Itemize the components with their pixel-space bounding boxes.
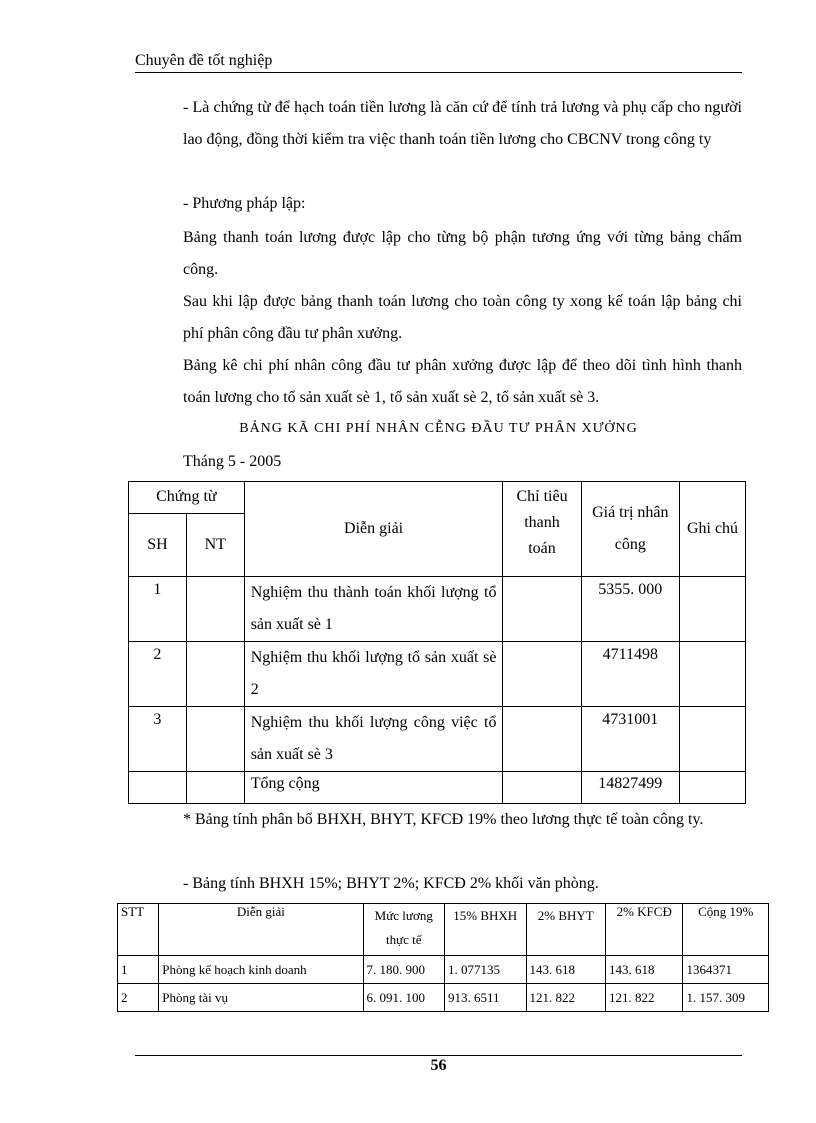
row-muc-luong: 7. 180. 900: [363, 956, 445, 984]
page-header: [135, 50, 742, 73]
header-chung-tu: Chứng từ: [129, 482, 245, 514]
header-nt: NT: [186, 514, 244, 577]
row-kfcd: 121. 822: [605, 984, 682, 1012]
row-ghi-chu: [680, 707, 746, 772]
header-bhxh: 15% BHXH: [445, 904, 527, 956]
table-row: [118, 984, 769, 1012]
row-gia-tri: 4711498: [581, 642, 679, 707]
table-row: [118, 956, 769, 984]
row-dien-giai: Phòng kế hoạch kinh doanh: [159, 956, 363, 984]
header-dien-giai: Diễn giải: [159, 904, 363, 956]
row-bhyt: 121. 822: [526, 984, 605, 1012]
paragraph-4: Sau khi lập được bảng thanh toán lương cho toàn công ty xong kế toán lập bảng chi phí phân công đầu tư phân xưởng.: [183, 293, 742, 342]
row-stt: 2: [118, 984, 159, 1012]
header-chi-tieu: Chỉ tiêu thanh toán: [503, 482, 581, 577]
table-row: [129, 642, 746, 707]
table-row: [129, 707, 746, 772]
row-ghi-chu: [680, 577, 746, 642]
header-bhyt: 2% BHYT: [526, 904, 605, 956]
header-gia-tri: Giá trị nhân công: [581, 482, 679, 577]
row-muc-luong: 6. 091. 100: [363, 984, 445, 1012]
paragraph-5: Bảng kê chi phí nhân công đầu tư phân xưởng được lập để theo dõi tình hình thanh toán lương cho tổ sản xuất sè 1, tổ sản xuất sè 2, tổ sản xuất sè 3.: [183, 357, 742, 406]
header-title: Chuyên đề tốt nghiệp: [135, 52, 273, 69]
paragraph-3: Bảng thanh toán lương được lập cho từng bộ phận tương ứng với từng bảng chấm công.: [183, 229, 742, 278]
table-month: Tháng 5 - 2005: [183, 453, 282, 470]
row-nt: [186, 642, 244, 707]
row-cong: 1364371: [683, 956, 769, 984]
footer-divider: [135, 1055, 742, 1056]
row-bhxh: 1. 077135: [445, 956, 527, 984]
table-title: BẢNG KÃ CHI PHÍ NHÂN CỄNG ĐẦU TƯ PHÂN XƯỞNG: [239, 421, 638, 436]
row-kfcd: 143. 618: [605, 956, 682, 984]
row-stt: 1: [118, 956, 159, 984]
row-dien-giai: Nghiệm thu thành toán khối lượng tổ sản xuất sè 1: [244, 577, 503, 642]
paragraph-6: * Bảng tính phân bổ BHXH, BHYT, KFCĐ 19% theo lương thực tế toàn công ty.: [183, 811, 704, 828]
row-bhyt: 143. 618: [526, 956, 605, 984]
total-value: 14827499: [581, 772, 679, 804]
total-label: Tổng cộng: [244, 772, 503, 804]
header-dien-giai: Diễn giải: [244, 482, 503, 577]
total-row: [129, 772, 746, 804]
header-sh: SH: [129, 514, 187, 577]
row-dien-giai: Nghiệm thu khối lượng công việc tổ sản xuất sè 3: [244, 707, 503, 772]
page-number: 56: [430, 1057, 447, 1074]
paragraph-1: - Là chứng từ để hạch toán tiền lương là căn cứ để tính trả lương và phụ cấp cho người lao động, đồng thời kiểm tra việc thanh toán tiền lương cho CBCNV trong công ty: [183, 99, 742, 148]
row-cong: 1. 157. 309: [683, 984, 769, 1012]
row-chi-tieu: [503, 642, 581, 707]
row-ghi-chu: [680, 642, 746, 707]
row-dien-giai: Phòng tài vụ: [159, 984, 363, 1012]
row-nt: [186, 707, 244, 772]
paragraph-7: - Bảng tính BHXH 15%; BHYT 2%; KFCĐ 2% khối văn phòng.: [183, 875, 599, 892]
insurance-table: [117, 903, 769, 1012]
row-dien-giai: Nghiệm thu khối lượng tổ sản xuất sè 2: [244, 642, 503, 707]
row-sh: 3: [129, 707, 187, 772]
labor-cost-table: [128, 481, 746, 804]
table-row: [129, 577, 746, 642]
header-ghi-chu: Ghi chú: [680, 482, 746, 577]
header-muc-luong: Mức lương thực tế: [363, 904, 445, 956]
row-sh: 1: [129, 577, 187, 642]
row-bhxh: 913. 6511: [445, 984, 527, 1012]
row-chi-tieu: [503, 577, 581, 642]
row-gia-tri: 4731001: [581, 707, 679, 772]
row-sh: 2: [129, 642, 187, 707]
row-gia-tri: 5355. 000: [581, 577, 679, 642]
paragraph-2: - Phương pháp lập:: [183, 195, 306, 212]
header-kfcd: 2% KFCĐ: [605, 904, 682, 956]
row-nt: [186, 577, 244, 642]
header-stt: STT: [118, 904, 159, 956]
row-chi-tieu: [503, 707, 581, 772]
header-cong: Cộng 19%: [683, 904, 769, 956]
